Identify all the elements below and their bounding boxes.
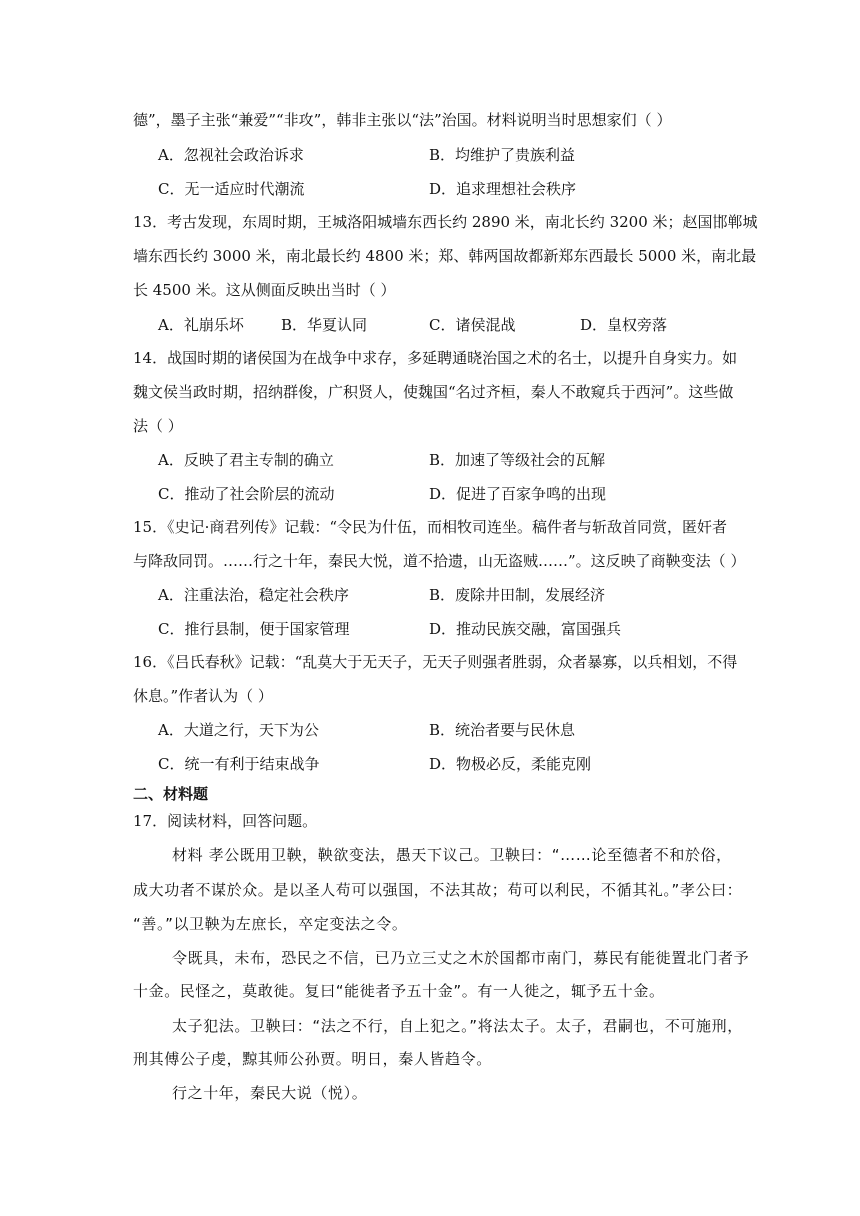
q15-stem-line-1: 15．《史记·商君列传》记载：“令民为什伍，而相牧司连坐。稿件者与斩敌首同赏，匿奸者 (133, 518, 728, 536)
q15-option-c[interactable]: C．推行县制，便于国家管理 (158, 620, 350, 638)
q14-option-c[interactable]: C．推动了社会阶层的流动 (158, 485, 335, 503)
q17-stem: 17．阅读材料，回答问题。 (133, 812, 318, 830)
q13-option-a[interactable]: A．礼崩乐坏 (158, 316, 244, 334)
q14-option-b[interactable]: B．加速了等级社会的瓦解 (429, 451, 606, 469)
material-line-8: 行之十年，秦民大说（悦）。 (172, 1084, 368, 1102)
q14-option-a[interactable]: A．反映了君主专制的确立 (158, 451, 334, 469)
q15-stem-line-2: 与降敌同罚。……行之十年，秦民大悦，道不拾遗，山无盗贼……”。这反映了商鞅变法（ ） (133, 552, 746, 570)
q14-option-d[interactable]: D．促进了百家争鸣的出现 (429, 485, 607, 503)
q13-option-d[interactable]: D．皇权旁落 (580, 316, 668, 334)
material-line-5: 十金。民怪之，莫敢徙。复曰“能徙者予五十金”。有一人徙之，辄予五十金。 (133, 982, 665, 1000)
material-line-1: 材料 孝公既用卫鞅，鞅欲变法，愚天下议己。卫鞅曰：“……论至德者不和於俗， (172, 846, 732, 864)
material-line-3: “善。”以卫鞅为左庶长，卒定变法之令。 (133, 915, 408, 933)
q16-stem-line-1: 16．《吕氏春秋》记载：“乱莫大于无天子，无天子则强者胜弱，众者暴寡，以兵相划，不得 (133, 653, 738, 671)
q12-stem-continuation: 德”，墨子主张“兼爱”“非攻”，韩非主张以“法”治国。材料说明当时思想家们（ ） (133, 111, 672, 129)
q16-option-d[interactable]: D．物极必反，柔能克刚 (429, 755, 592, 773)
q12-option-d[interactable]: D．追求理想社会秩序 (429, 180, 577, 198)
material-line-2: 成大功者不谋於众。是以圣人苟可以强国，不法其故；苟可以利民，不循其礼。”孝公曰： (133, 881, 743, 899)
q16-stem-line-2: 休息。”作者认为（ ） (133, 687, 273, 705)
section-title: 二、材料题 (133, 785, 209, 803)
q13-stem-line-2: 墙东西长约 3000 米，南北最长约 4800 米；郑、韩两国故都新郑东西最长 5000 米，南北最 (133, 247, 757, 265)
material-line-4: 令既具，未布，恐民之不信，已乃立三丈之木於国都市南门，募民有能徙置北门者予 (172, 949, 750, 967)
q14-stem-line-3: 法（ ） (133, 417, 183, 435)
q16-option-b[interactable]: B．统治者要与民休息 (429, 721, 576, 739)
q14-stem-line-1: 14．战国时期的诸侯国为在战争中求存，多延聘通晓治国之术的名士，以提升自身实力。如 (133, 349, 738, 367)
q15-option-b[interactable]: B．废除井田制，发展经济 (429, 586, 606, 604)
q15-option-d[interactable]: D．推动民族交融，富国强兵 (429, 620, 622, 638)
q13-stem-line-3: 长 4500 米。这从侧面反映出当时（ ） (133, 281, 396, 299)
q13-option-c[interactable]: C．诸侯混战 (429, 316, 516, 334)
q15-option-a[interactable]: A．注重法治，稳定社会秩序 (158, 586, 349, 604)
material-line-7: 刑其傅公子虔，黥其师公孙贾。明日，秦人皆趋令。 (133, 1050, 492, 1068)
q16-option-a[interactable]: A．大道之行，天下为公 (158, 721, 319, 739)
q13-option-b[interactable]: B．华夏认同 (281, 316, 368, 334)
q14-stem-line-2: 魏文侯当政时期，招纳群俊，广积贤人，使魏国“名过齐桓，秦人不敢窥兵于西河”。这些做 (133, 383, 734, 401)
q13-stem-line-1: 13．考古发现，东周时期，王城洛阳城墙东西长约 2890 米，南北长约 3200 米；赵国邯郸城 (133, 213, 758, 231)
q12-option-a[interactable]: A．忽视社会政治诉求 (158, 146, 304, 164)
material-line-6: 太子犯法。卫鞅曰：“法之不行，自上犯之。”将法太子。太子，君嗣也，不可施刑， (172, 1017, 743, 1035)
q12-option-c[interactable]: C．无一适应时代潮流 (158, 180, 305, 198)
q12-option-b[interactable]: B．均维护了贵族利益 (429, 146, 576, 164)
q16-option-c[interactable]: C．统一有利于结束战争 (158, 755, 320, 773)
